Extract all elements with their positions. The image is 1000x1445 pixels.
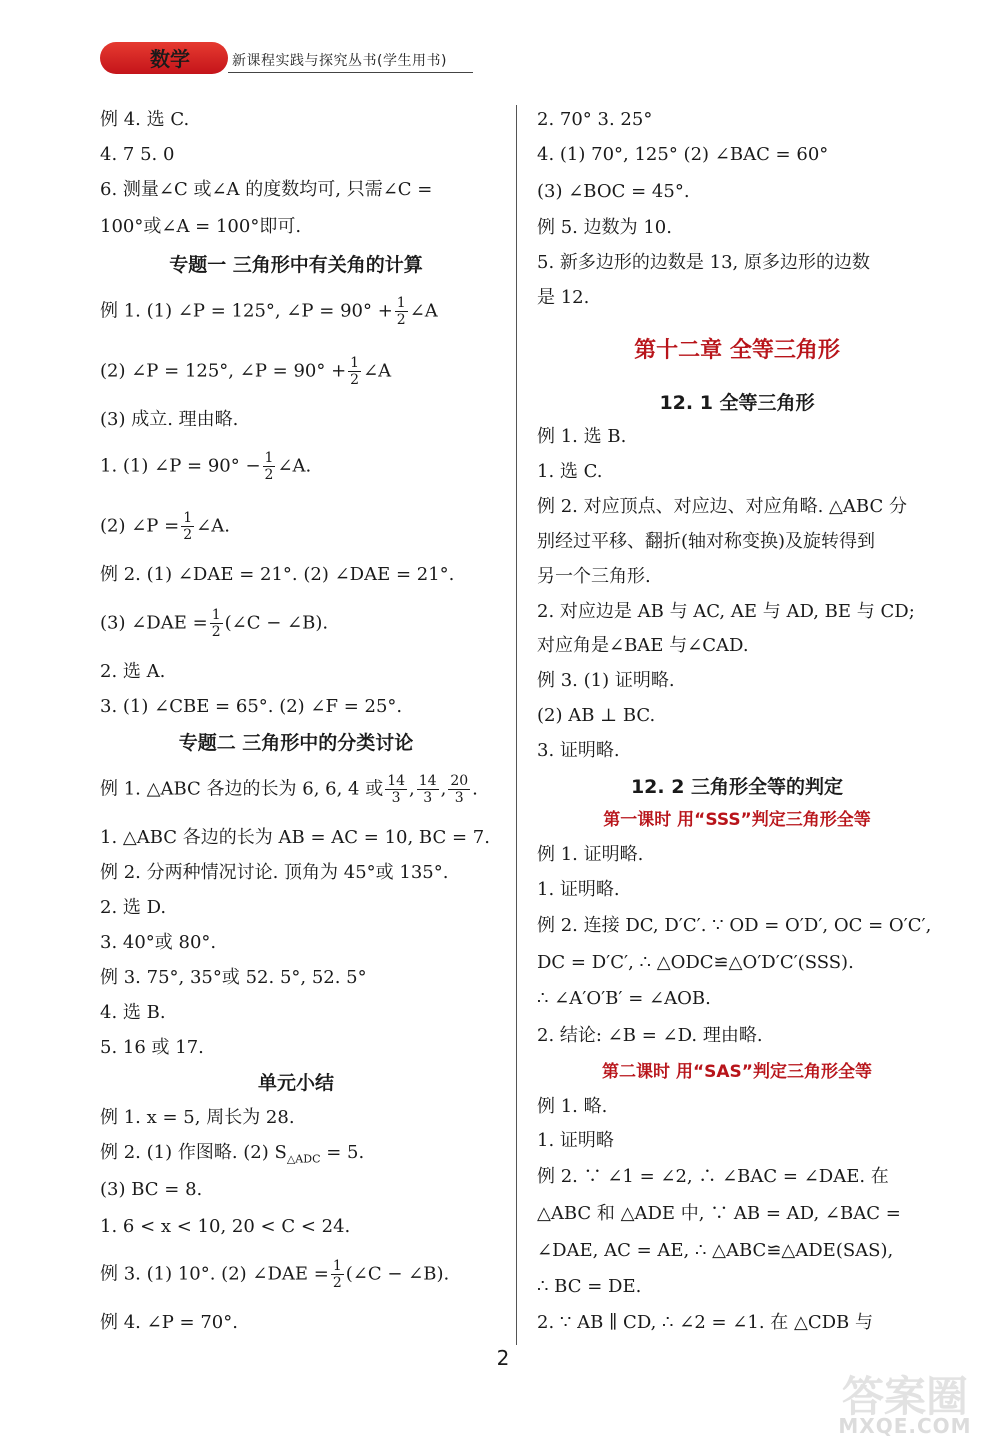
watermark-url: MXQE.COM: [838, 1414, 972, 1438]
answer-line-fraction: [100, 510, 230, 543]
numerator: 1: [183, 510, 193, 526]
answer-line: 例 1. 证明略.: [537, 844, 644, 865]
numerator: 1: [396, 295, 406, 311]
denominator: 3: [454, 790, 464, 806]
answer-line: 例 2. 对应顶点、对应边、对应角略. △ABC 分: [537, 496, 907, 517]
answer-line: 1. 选 C.: [537, 461, 603, 482]
answer-line: (3) ∠BOC = 45°.: [537, 181, 690, 202]
answer-line: 2. 结论: ∠B = ∠D. 理由略.: [537, 1025, 763, 1046]
answer-line-fraction: [100, 450, 312, 483]
fraction: [448, 773, 470, 806]
lesson-heading-sas: 第二课时 用“SAS”判定三角形全等: [602, 1062, 872, 1082]
series-title: 新课程实践与探究丛书(学生用书): [232, 53, 447, 69]
answer-line-subscript: [100, 1138, 364, 1168]
answer-line: ∠DAE, AC = AE, ∴ △ABC≌△ADE(SAS),: [537, 1240, 894, 1261]
answer-line: 100°或∠A = 100°即可.: [100, 216, 302, 237]
numerator: 1: [264, 450, 274, 466]
numerator: 14: [418, 773, 437, 789]
subscript: △ADC: [286, 1152, 321, 1166]
answer-line: 3. 40°或 80°.: [100, 932, 217, 953]
fraction: [385, 773, 407, 806]
answer-line: 5. 16 或 17.: [100, 1037, 204, 1058]
text-segment: ∠A.: [277, 455, 312, 477]
topic-heading-1: 专题一 三角形中有关角的计算: [169, 254, 423, 276]
text-segment: (3) ∠DAE =: [100, 612, 208, 634]
answer-line: 例 2. (1) ∠DAE = 21°. (2) ∠DAE = 21°.: [100, 564, 455, 585]
answer-line: 2. ∵ AB ∥ CD, ∴ ∠2 = ∠1. 在 △CDB 与: [537, 1312, 873, 1333]
answer-line: (2) AB ⊥ BC.: [537, 705, 656, 726]
subject-label: 数学: [150, 47, 190, 71]
numerator: 14: [387, 773, 406, 789]
lesson-heading-sss: 第一课时 用“SSS”判定三角形全等: [603, 810, 871, 830]
fraction: [181, 510, 194, 543]
numerator: 1: [211, 607, 221, 623]
answer-line: 例 1. 略.: [537, 1096, 608, 1117]
answer-line: 6. 测量∠C 或∠A 的度数均可, 只需∠C =: [100, 179, 433, 200]
denominator: 2: [211, 624, 221, 640]
answer-line: 对应角是∠BAE 与∠CAD.: [537, 635, 749, 656]
answer-line: 4. 选 B.: [100, 1002, 166, 1023]
answer-line: 2. 选 D.: [100, 897, 167, 918]
answer-line: 例 4. ∠P = 70°.: [100, 1312, 238, 1333]
answer-line: (3) BC = 8.: [100, 1179, 203, 1200]
answer-line: 是 12.: [537, 287, 590, 308]
answer-line: 1. 证明略: [537, 1130, 614, 1151]
chapter-heading: 第十二章 全等三角形: [634, 338, 840, 363]
fraction: [417, 773, 439, 806]
fraction: [263, 450, 276, 483]
fraction: [210, 607, 223, 640]
answer-line-fraction: [100, 1258, 450, 1291]
denominator: 3: [423, 790, 433, 806]
denominator: 3: [391, 790, 401, 806]
text-segment: 例 2. (1) 作图略. (2) S: [100, 1142, 287, 1163]
answer-line: (3) 成立. 理由略.: [100, 409, 239, 430]
answer-line: 2. 选 A.: [100, 661, 166, 682]
answer-line-fraction: [100, 295, 438, 328]
answer-line-fraction: 例 1. △ABC 各边的长为 6, 6, 4 或 $\frac{14}{3}$ , $\frac{14}{3}$ , $\frac{20}{3}$ .: [100, 773, 478, 806]
watermark-logo: [815, 1360, 995, 1440]
text-segment: (2) ∠P = 125°, ∠P = 90° +: [100, 360, 347, 382]
answer-line: 4. 7 5. 0: [100, 144, 175, 165]
answer-line: 例 5. 边数为 10.: [537, 217, 672, 238]
answer-line: 另一个三角形.: [537, 566, 651, 587]
text-segment: 例 3. (1) 10°. (2) ∠DAE =: [100, 1263, 329, 1285]
denominator: 2: [350, 372, 360, 388]
denominator: 2: [396, 312, 406, 328]
answer-line: 2. 对应边是 AB 与 AC, AE 与 AD, BE 与 CD;: [537, 601, 915, 622]
answer-line: 1. 6 < x < 10, 20 < C < 24.: [100, 1216, 351, 1237]
answer-line: 例 2. 连接 DC, D′C′. ∵ OD = O′D′, OC = O′C′,: [537, 915, 932, 936]
text-segment: (∠C − ∠B).: [224, 612, 329, 634]
fraction: [395, 295, 408, 328]
answer-line: 例 3. (1) 证明略.: [537, 670, 675, 691]
answer-line: 3. (1) ∠CBE = 65°. (2) ∠F = 25°.: [100, 696, 403, 717]
answer-line: ∴ BC = DE.: [537, 1276, 642, 1297]
watermark-text: 答案圈: [841, 1372, 968, 1421]
column-divider: [516, 105, 517, 1345]
text-segment: ∠A: [363, 360, 392, 382]
numerator: 1: [332, 1258, 342, 1274]
summary-heading: 单元小结: [257, 1072, 334, 1094]
text-segment: 1. (1) ∠P = 90° −: [100, 455, 261, 477]
numerator: 20: [450, 773, 469, 789]
denominator: 2: [183, 527, 193, 543]
fraction: [331, 1258, 344, 1291]
text-segment: ∠A: [409, 300, 438, 322]
topic-heading-2: 专题二 三角形中的分类讨论: [178, 732, 414, 754]
answer-line: △ABC 和 △ADE 中, ∵ AB = AD, ∠BAC =: [537, 1203, 901, 1224]
fraction: [348, 355, 361, 388]
answer-line: 1. △ABC 各边的长为 AB = AC = 10, BC = 7.: [100, 827, 490, 848]
header-rule: [228, 72, 473, 73]
answer-line: 例 2. ∵ ∠1 = ∠2, ∴ ∠BAC = ∠DAE. 在: [537, 1166, 889, 1187]
text-segment: (2) ∠P =: [100, 515, 180, 537]
answer-line: 例 1. 选 B.: [537, 426, 627, 447]
answer-line: 1. 证明略.: [537, 879, 620, 900]
answer-line-fraction: [100, 607, 329, 640]
text-segment: 例 1. △ABC 各边的长为 6, 6, 4 或: [100, 778, 384, 800]
answer-line: DC = D′C′, ∴ △ODC≌△O′D′C′(SSS).: [537, 952, 854, 973]
denominator: 2: [332, 1275, 342, 1291]
page-header: [100, 40, 480, 80]
numerator: 1: [350, 355, 360, 371]
text-segment: 例 1. (1) ∠P = 125°, ∠P = 90° +: [100, 300, 393, 322]
answer-line: 例 1. x = 5, 周长为 28.: [100, 1107, 295, 1128]
page-number: 2: [496, 1346, 510, 1370]
answer-line: 例 3. 75°, 35°或 52. 5°, 52. 5°: [100, 967, 367, 988]
text-segment: = 5.: [320, 1142, 365, 1163]
section-heading-12-2: 12. 2 三角形全等的判定: [630, 776, 844, 798]
answer-line: ∴ ∠A′O′B′ = ∠AOB.: [537, 988, 711, 1009]
answer-line: 5. 新多边形的边数是 13, 原多边形的边数: [537, 252, 870, 273]
answer-line: 例 4. 选 C.: [100, 109, 190, 130]
text-segment: ∠A.: [196, 515, 230, 537]
answer-line: 3. 证明略.: [537, 740, 620, 761]
answer-line: 2. 70° 3. 25°: [537, 109, 653, 130]
answer-line: 例 2. 分两种情况讨论. 顶角为 45°或 135°.: [100, 862, 449, 883]
text-segment: (∠C − ∠B).: [345, 1263, 450, 1285]
answer-line: 别经过平移、翻折(轴对称变换)及旋转得到: [537, 531, 876, 552]
section-heading-12-1: 12. 1 全等三角形: [659, 392, 815, 414]
denominator: 2: [264, 467, 274, 483]
answer-line: 4. (1) 70°, 125° (2) ∠BAC = 60°: [537, 144, 829, 165]
answer-line-fraction: [100, 355, 392, 388]
